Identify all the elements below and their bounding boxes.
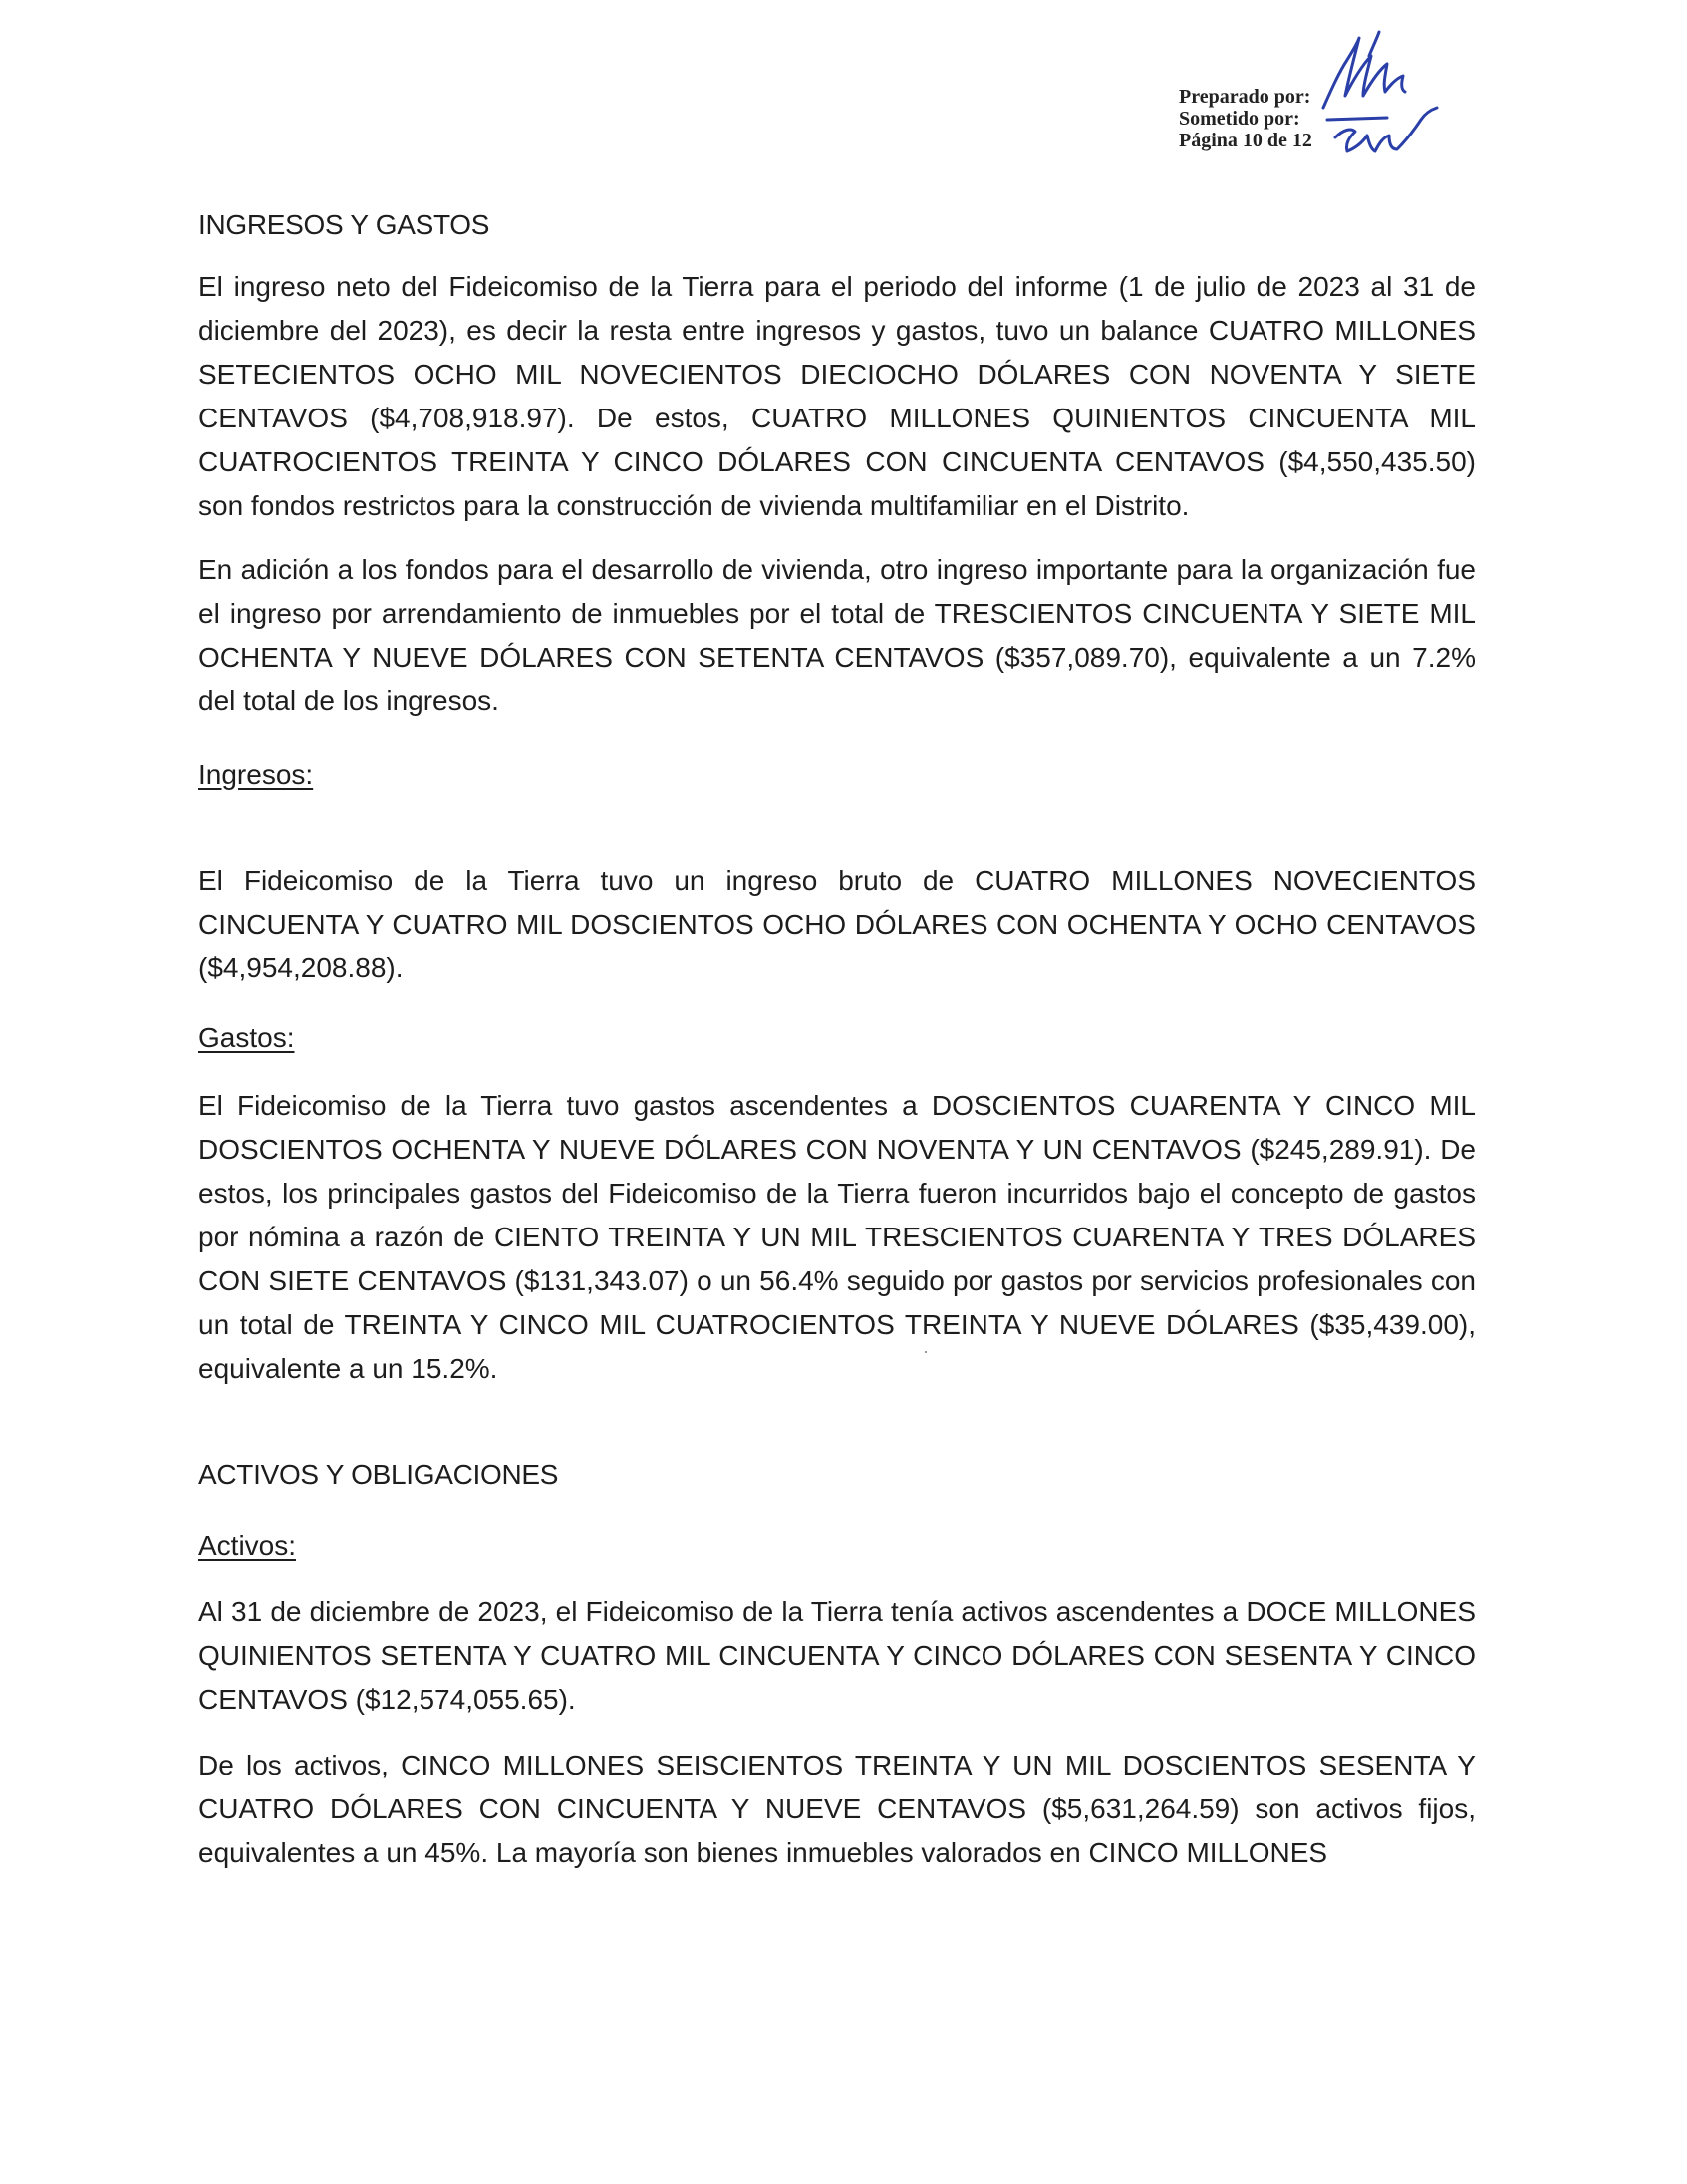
preparation-block — [1179, 86, 1312, 151]
subheading-ingresos: Ingresos: — [198, 759, 314, 790]
paragraph-expenses: El Fideicomiso de la Tierra tuvo gastos ascendentes a DOSCIENTOS CUARENTA Y CINCO MIL DOSCIENTOS OCHENTA Y NUEVE DÓLARES CON NOVENTA Y UN CENTAVOS ($245,289.91). De estos, los principales gastos del Fideicomiso de la Tierra fueron incurridos bajo el concepto de gastos por nómina a razón de CIENTO TREINTA Y UN MIL TRESCIENTOS CUARENTA Y TRES DÓLARES CON SIETE CENTAVOS ($131,343.07) o un 56.4% seguido por gastos por servicios profesionales con un total de TREINTA Y CINCO MIL CUATROCIENTOS TREINTA Y NUEVE DÓLARES ($35,439.00), equivalente a un 15.2%. — [198, 1090, 1476, 1384]
prepared-by-label: Preparado por: — [1179, 86, 1311, 108]
section-title-ingresos-gastos: INGRESOS Y GASTOS — [198, 209, 490, 240]
submitted-by-label: Sometido por: — [1179, 108, 1300, 130]
scan-speck — [925, 1351, 927, 1353]
section-title-activos-obligaciones: ACTIVOS Y OBLIGACIONES — [198, 1459, 559, 1490]
paragraph-total-assets: Al 31 de diciembre de 2023, el Fideicomiso de la Tierra tenía activos ascendentes a DOCE MILLONES QUINIENTOS SETENTA Y CUATRO MIL CINCUENTA Y CINCO DÓLARES CON SESENTA Y CINCO CENTAVOS ($12,574,055.65). — [198, 1596, 1476, 1715]
subheading-gastos: Gastos: — [198, 1022, 295, 1053]
subheading-activos: Activos: — [198, 1530, 297, 1561]
paragraph-gross-income: El Fideicomiso de la Tierra tuvo un ingreso bruto de CUATRO MILLONES NOVECIENTOS CINCUENTA Y CUATRO MIL DOSCIENTOS OCHO DÓLARES CON OCHENTA Y OCHO CENTAVOS ($4,954,208.88). — [198, 865, 1476, 983]
page-number-label: Página 10 de 12 — [1179, 130, 1312, 151]
paragraph-net-income: El ingreso neto del Fideicomiso de la Tierra para el periodo del informe (1 de julio de 2023 al 31 de diciembre del 2023), es decir la resta entre ingresos y gastos, tuvo un balance CUATRO MILLONES SETECIENTOS OCHO MIL NOVECIENTOS DIECIOCHO DÓLARES CON NOVENTA Y SIETE CENTAVOS ($4,708,918.97). De estos, CUATRO MILLONES QUINIENTOS CINCUENTA MIL CUATROCIENTOS TREINTA Y CINCO DÓLARES CON CINCUENTA CENTAVOS ($4,550,435.50) son fondos restrictos para la construcción de vivienda multifamiliar en el Distrito. — [198, 271, 1476, 521]
paragraph-rental-income: En adición a los fondos para el desarrollo de vivienda, otro ingreso importante para la organización fue el ingreso por arrendamiento de inmuebles por el total de TRESCIENTOS CINCUENTA Y SIETE MIL OCHENTA Y NUEVE DÓLARES CON SETENTA CENTAVOS ($357,089.70), equivalente a un 7.2% del total de los ingresos. — [198, 554, 1476, 716]
handwritten-signature — [1313, 20, 1453, 169]
paragraph-fixed-assets: De los activos, CINCO MILLONES SEISCIENTOS TREINTA Y UN MIL DOSCIENTOS SESENTA Y CUATRO DÓLARES CON CINCUENTA Y NUEVE CENTAVOS ($5,631,264.59) son activos fijos, equivalentes a un 45%. La mayoría son bienes inmuebles valorados en CINCO MILLONES — [198, 1750, 1476, 1868]
